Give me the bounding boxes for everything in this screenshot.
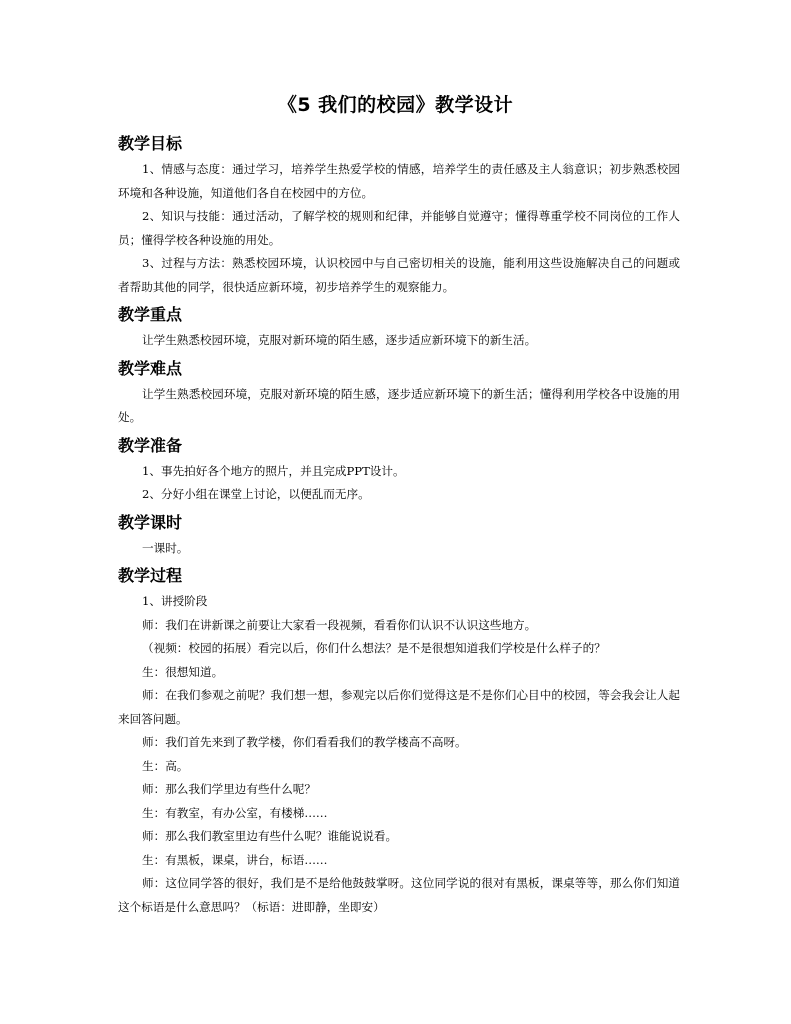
paragraph: 1、事先拍好各个地方的照片，并且完成PPT设计。 bbox=[142, 463, 405, 478]
section-heading-key-points: 教学重点 bbox=[118, 305, 183, 324]
paragraph: 师：那么我们教室里边有些什么呢？谁能说说看。 bbox=[142, 829, 398, 843]
paragraph: 1、情感与态度：通过学习，培养学生热爱学校的情感，培养学生的责任感及主人翁意识；初步熟悉校园环境和各种设施，知道他们各自在校园中的方位。 bbox=[118, 162, 680, 200]
document-title: 《5 我们的校园》教学设计 bbox=[277, 94, 514, 116]
paragraph: 师：这位同学答的很好，我们是不是给他鼓鼓掌呀。这位同学说的很对有黑板，课桌等等，那么你们知道这个标语是什么意思吗？（标语：进即静，坐即安） bbox=[118, 876, 680, 914]
section-heading-class-hours: 教学课时 bbox=[118, 512, 183, 532]
paragraph: 师：我们在讲新课之前要让大家看一段视频，看看你们认识不认识这些地方。 bbox=[142, 617, 537, 632]
paragraph: 2、分好小组在课堂上讨论，以便乱而无序。 bbox=[142, 487, 370, 501]
paragraph: 让学生熟悉校园环境，克服对新环境的陌生感，逐步适应新环境下的新生活；懂得利用学校各中设施的用处。 bbox=[118, 386, 680, 424]
paragraph: 生：高。 bbox=[142, 758, 189, 773]
section-heading-preparation: 教学准备 bbox=[118, 435, 183, 455]
paragraph: 师：那么我们学里边有些什么呢？ bbox=[142, 782, 316, 796]
paragraph: 生：有黑板，课桌，讲台，标语…… bbox=[142, 852, 328, 867]
paragraph: 让学生熟悉校园环境，克服对新环境的陌生感，逐步适应新环境下的新生活。 bbox=[142, 333, 537, 347]
paragraph: （视频：校园的拓展）看完以后，你们什么想法？是不是很想知道我们学校是什么样子的？ bbox=[142, 641, 606, 655]
section-heading-process: 教学过程 bbox=[118, 566, 183, 585]
paragraph: 师：在我们参观之前呢？我们想一想，参观完以后你们觉得这是不是你们心目中的校园，等会我会让人起来回答问题。 bbox=[118, 688, 680, 726]
paragraph: 一课时。 bbox=[142, 540, 189, 555]
paragraph: 师：我们首先来到了教学楼，你们看看我们的教学楼高不高呀。 bbox=[142, 735, 467, 749]
paragraph: 生：有教室，有办公室，有楼梯…… bbox=[142, 805, 328, 820]
section-heading-difficulties: 教学难点 bbox=[118, 358, 183, 378]
paragraph: 1、讲授阶段 bbox=[142, 594, 208, 608]
paragraph: 3、过程与方法：熟悉校园环境，认识校园中与自己密切相关的设施，能利用这些设施解决自己的问题或者帮助其他的同学，很快适应新环境，初步培养学生的观察能力。 bbox=[118, 256, 680, 294]
document-body bbox=[118, 128, 680, 919]
paragraph: 2、知识与技能：通过活动，了解学校的规则和纪律，并能够自觉遵守；懂得尊重学校不同岗位的工作人员；懂得学校各种设施的用处。 bbox=[118, 209, 680, 247]
paragraph: 生：很想知道。 bbox=[142, 664, 224, 679]
section-heading-objectives: 教学目标 bbox=[118, 134, 183, 153]
